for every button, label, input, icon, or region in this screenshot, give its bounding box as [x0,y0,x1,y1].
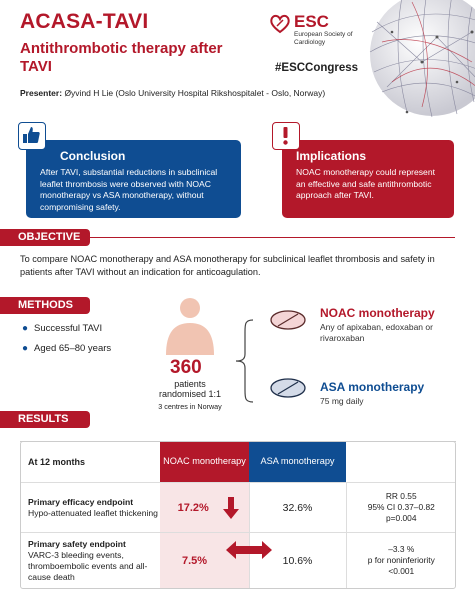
presenter-name: Øyvind H Lie (Oslo University Hospital Rikshospitalet - Oslo, Norway) [64,88,326,98]
implications-heading: Implications [296,149,367,163]
stat-line: 95% CI 0.37–0.82 [367,502,435,512]
exclamation-icon [272,122,300,150]
objective-text: To compare NOAC monotherapy and ASA monotherapy for subclinical leaflet thrombosis and safety in patients after TAVI without an indication for anticoagulation. [20,254,435,277]
patients-count: 360 [170,357,202,378]
decrease-arrow-icon [223,497,239,519]
asa-arm-title: ASA monotherapy [320,380,425,394]
timepoint-header: At 12 months [20,442,160,483]
noac-value-cell [160,483,249,533]
noac-pill-icon [268,308,308,332]
presenter-line [20,88,325,98]
bullet-icon: ● [22,323,29,334]
conclusion-card [26,140,241,218]
stat-line: RR 0.55 [385,491,417,501]
asa-arm-detail: 75 mg daily [320,396,364,406]
noac-arm-title: NOAC monotherapy [320,306,435,320]
conclusion-heading: Conclusion [60,149,126,163]
endpoint-description: VARC-3 bleeding events, thromboembolic events and all-cause death [28,549,148,582]
esc-full-name: European Society of Cardiology [294,31,353,46]
asa-value: 32.6% [249,483,346,533]
randomisation-text: randomised 1:1 [158,389,222,399]
statistics-cell [346,483,456,533]
objective-divider [90,237,455,238]
patient-silhouette-icon [160,293,220,355]
endpoint-cell [20,533,160,589]
objective-label: OBJECTIVE [0,229,90,246]
table-header-row [20,442,456,483]
asa-column-header: ASA monotherapy [249,442,346,483]
thumbs-up-icon [18,122,46,150]
methods-label: METHODS [0,297,90,314]
asa-value: 10.6% [249,533,346,589]
methods-bullet [22,323,102,334]
noac-arm-detail: Any of apixaban, edoxaban or rivaroxaban [320,322,433,343]
presenter-label: Presenter: [20,88,63,98]
noac-value: 7.5% [182,554,208,567]
page-title: ACASA-TAVI [20,10,149,33]
results-label: RESULTS [0,411,90,428]
network-globe-image [362,0,475,122]
endpoint-title: Primary efficacy endpoint [28,496,134,507]
implications-card [282,140,454,218]
esc-heart-icon [270,14,290,34]
congress-hashtag: #ESCCongress [275,62,359,74]
randomisation-brace [233,318,255,404]
noninferiority-arrow-icon [226,541,272,559]
noac-column-header: NOAC monotherapy [160,442,249,483]
stats-column-header [346,442,456,483]
stat-line: –3.3 % [388,544,415,555]
page-subtitle: Antithrombotic therapy after TAVI [20,40,223,75]
methods-bullet [22,343,111,354]
bullet-text: Aged 65–80 years [34,343,112,354]
bullet-icon: ● [22,343,29,354]
bullet-text: Successful TAVI [34,323,103,334]
table-row [20,483,456,533]
patients-label: patients [174,379,206,389]
results-table [20,441,456,589]
asa-pill-icon [268,376,308,400]
endpoint-title: Primary safety endpoint [28,538,126,549]
endpoint-description: Hypo-attenuated leaflet thickening [28,507,158,518]
centres-text: 3 centres in Norway [158,402,222,411]
conclusion-text: After TAVI, substantial reductions in subclinical leaflet thrombosis were observed with NOAC monotherapy vs ASA monotherapy, without compromising safety. [40,167,218,212]
implications-text: NOAC monotherapy could represent an effective and safe antithrombotic approach after TAVI. [296,167,436,200]
stat-line: p for noninferiority [367,555,435,566]
stat-line: p=0.004 [385,513,417,523]
noac-value: 17.2% [177,501,209,514]
statistics-cell [346,533,456,589]
esc-name: ESC [294,12,329,31]
endpoint-cell [20,483,160,533]
stat-line: <0.001 [388,566,415,577]
